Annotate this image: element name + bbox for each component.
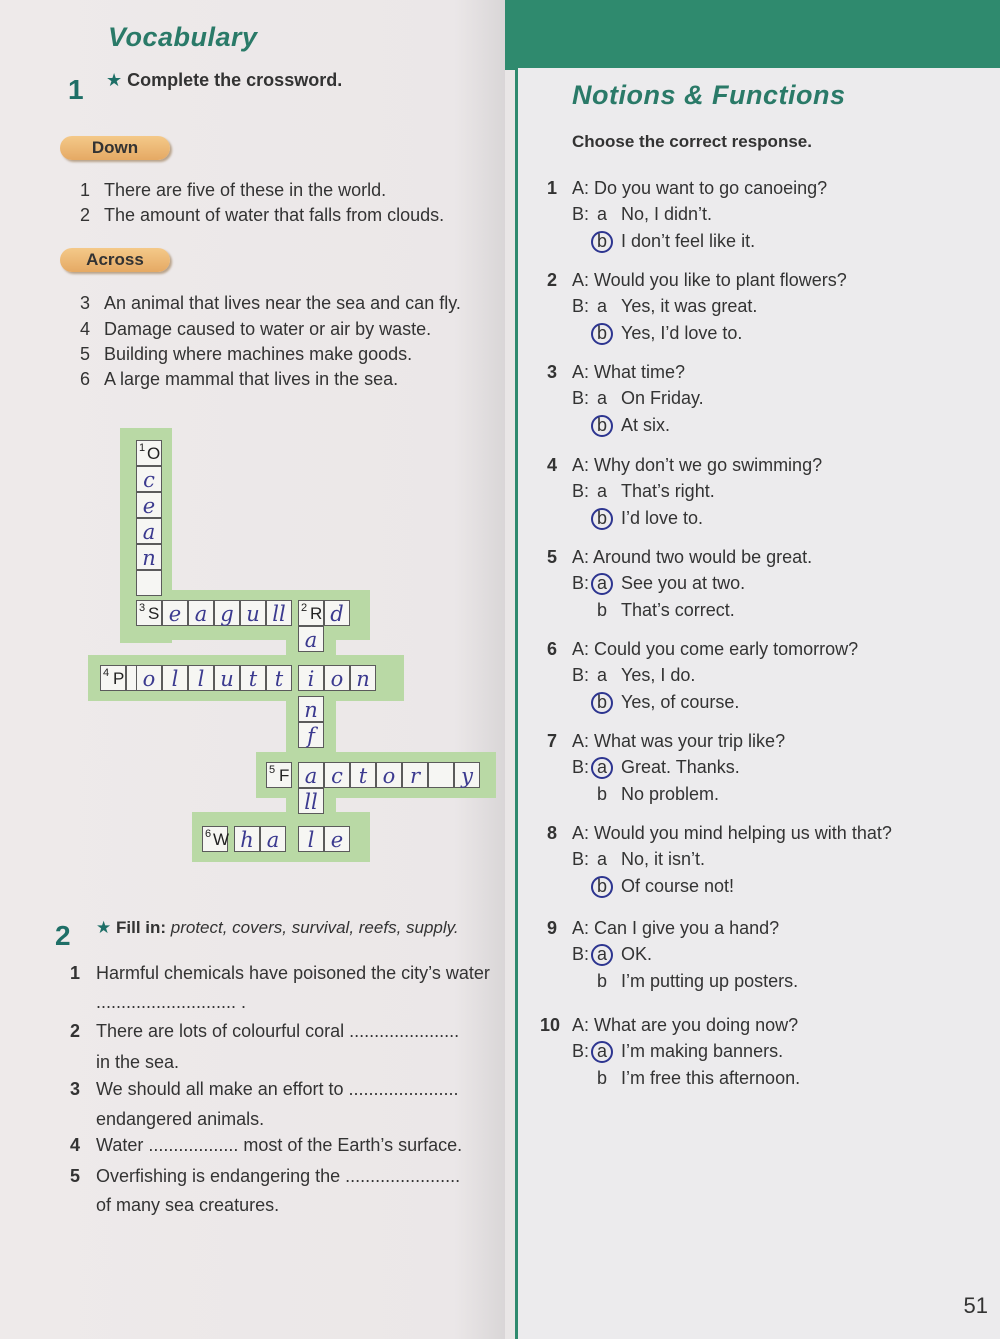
chosen-answer-circle xyxy=(591,415,613,437)
option-b-text[interactable]: I’d love to. xyxy=(621,508,704,528)
response-label-b: B: xyxy=(572,296,590,316)
option-b-text[interactable]: No problem. xyxy=(621,784,720,804)
section-title-notions: Notions & Functions xyxy=(572,80,846,110)
cw-cell-5-across-2[interactable]: a xyxy=(298,762,324,788)
cw-cell-4-across-4[interactable]: l xyxy=(162,665,188,691)
option-b-letter[interactable]: b xyxy=(597,784,608,804)
cw-cell-1-down-5[interactable]: n xyxy=(136,544,162,570)
question-prompt: A: What are you doing now? xyxy=(572,1015,799,1035)
chosen-answer-circle xyxy=(591,944,613,966)
cw-cell-5-across-4[interactable]: t xyxy=(350,762,376,788)
option-a-letter[interactable]: a xyxy=(597,849,608,869)
option-b-letter[interactable]: b xyxy=(597,971,608,991)
chosen-answer-circle xyxy=(591,573,613,595)
option-b-text[interactable]: Of course not! xyxy=(621,876,735,896)
across-clue-5: 5 Building where machines make goods. xyxy=(80,344,413,364)
chosen-answer-circle xyxy=(591,1041,613,1063)
cw-cell-3-across-4[interactable]: g xyxy=(214,600,240,626)
cw-cell-1-down-1[interactable]: 1 O xyxy=(136,440,162,466)
question-number: 3 xyxy=(547,362,558,382)
option-b-text[interactable]: I’m free this afternoon. xyxy=(621,1068,801,1088)
question-number: 2 xyxy=(547,270,558,290)
cw-cell-3-across-6[interactable]: ll xyxy=(266,600,292,626)
cw-cell-6-across-1[interactable]: 6 W xyxy=(202,826,228,852)
star-icon: ★ xyxy=(106,70,123,90)
cw-cell-1-down-2[interactable]: c xyxy=(136,466,162,492)
response-label-b: B: xyxy=(572,204,590,224)
option-b-letter[interactable]: b xyxy=(597,1068,608,1088)
chosen-answer-circle xyxy=(591,508,613,530)
cw-cell-2-down-4[interactable]: n xyxy=(298,696,324,722)
cw-cell-4-across-10[interactable]: o xyxy=(324,665,350,691)
option-a-letter[interactable]: a xyxy=(597,944,608,964)
option-a-text[interactable]: Yes, I do. xyxy=(621,665,696,685)
option-a-letter[interactable]: a xyxy=(597,1041,608,1061)
option-a-text[interactable]: No, I didn’t. xyxy=(621,204,713,224)
response-label-b: B: xyxy=(572,665,590,685)
question-prompt: A: What time? xyxy=(572,362,686,382)
question-number: 9 xyxy=(547,918,558,938)
response-label-b: B: xyxy=(572,757,590,777)
option-a-text[interactable]: I’m making banners. xyxy=(621,1041,784,1061)
cw-cell-3-across-3[interactable]: a xyxy=(188,600,214,626)
question-prompt: A: Would you mind helping us with that? xyxy=(572,823,892,843)
option-a-letter[interactable]: a xyxy=(597,757,608,777)
right-page xyxy=(515,68,1000,1339)
question-number: 8 xyxy=(547,823,558,843)
cw-cell-5-across-6[interactable]: r xyxy=(402,762,428,788)
fill-item-3-cont: endangered animals. xyxy=(96,1109,265,1129)
response-label-b: B: xyxy=(572,388,590,408)
question-prompt: A: Would you like to plant flowers? xyxy=(572,270,847,290)
cw-cell-4-across-3[interactable]: o xyxy=(136,665,162,691)
question-prompt: A: What was your trip like? xyxy=(572,731,786,751)
cw-cell-6-across-4[interactable]: l xyxy=(298,826,324,852)
option-a-text[interactable]: See you at two. xyxy=(621,573,746,593)
cw-cell-4-across-9[interactable]: i xyxy=(298,665,324,691)
option-a-text[interactable]: No, it isn’t. xyxy=(621,849,706,869)
option-b-text[interactable]: Yes, of course. xyxy=(621,692,740,712)
cw-cell-2-down-5[interactable]: f xyxy=(298,722,324,748)
option-a-text[interactable]: Great. Thanks. xyxy=(621,757,740,777)
option-a-letter[interactable]: a xyxy=(597,665,608,685)
option-a-text[interactable]: Yes, it was great. xyxy=(621,296,758,316)
question-prompt: A: Do you want to go canoeing? xyxy=(572,178,828,198)
cw-cell-4-across-11[interactable]: n xyxy=(350,665,376,691)
response-label-b: B: xyxy=(572,481,590,501)
cw-cell-2-down-2[interactable]: a xyxy=(298,626,324,652)
option-b-letter[interactable]: b xyxy=(597,692,608,712)
response-label-b: B: xyxy=(572,944,590,964)
cw-cell-1-down-3[interactable]: e xyxy=(136,492,162,518)
option-b-text[interactable]: Yes, I’d love to. xyxy=(621,323,743,343)
cw-cell-1-down-4[interactable]: a xyxy=(136,518,162,544)
question-number: 5 xyxy=(547,547,558,567)
cw-cell-3-across-8[interactable]: d xyxy=(324,600,350,626)
option-b-text[interactable]: I’m putting up posters. xyxy=(621,971,799,991)
cw-cell-4-across-1[interactable]: 4 P xyxy=(100,665,126,691)
across-clue-3: 3 An animal that lives near the sea and can fly. xyxy=(80,293,461,313)
fill-item-1: 1 Harmful chemicals have poisoned the city’s water xyxy=(70,963,490,983)
response-label-b: B: xyxy=(572,849,590,869)
option-a-letter[interactable]: a xyxy=(597,204,608,224)
question-number: 1 xyxy=(547,178,558,198)
option-b-letter[interactable]: b xyxy=(597,231,608,251)
cw-cell-5-across-5[interactable]: o xyxy=(376,762,402,788)
exercise-1-number: 1 xyxy=(68,74,84,105)
down-clue-1: 1 There are five of these in the world. xyxy=(80,180,387,200)
option-a-letter[interactable]: a xyxy=(597,388,608,408)
cw-cell-5-across-7[interactable] xyxy=(428,762,454,788)
option-a-letter[interactable]: a xyxy=(597,296,608,316)
fill-item-2-cont: in the sea. xyxy=(96,1052,180,1072)
cw-cell-3-across-2[interactable]: e xyxy=(162,600,188,626)
question-prompt: A: Why don’t we go swimming? xyxy=(572,455,823,475)
option-b-text[interactable]: I don’t feel like it. xyxy=(621,231,756,251)
option-a-text[interactable]: That’s right. xyxy=(621,481,715,501)
right-instruction: Choose the correct response. xyxy=(572,132,812,151)
star-icon: ★ xyxy=(96,918,112,937)
chosen-answer-circle xyxy=(591,231,613,253)
question-number: 4 xyxy=(547,455,558,475)
across-clue-4: 4 Damage caused to water or air by waste. xyxy=(80,319,432,339)
fill-item-1-blank[interactable]: ............................ . xyxy=(96,992,247,1012)
option-b-letter[interactable]: b xyxy=(597,876,608,896)
question-prompt: A: Could you come early tomorrow? xyxy=(572,639,859,659)
down-clue-2: 2 The amount of water that falls from clouds. xyxy=(80,205,445,225)
option-a-letter[interactable]: a xyxy=(597,573,608,593)
cw-cell-3-across-5[interactable]: u xyxy=(240,600,266,626)
chosen-answer-circle xyxy=(591,692,613,714)
cw-cell-5-across-3[interactable]: c xyxy=(324,762,350,788)
cw-cell-2-down-7[interactable]: ll xyxy=(298,788,324,814)
cw-cell-6-across-2[interactable]: h xyxy=(234,826,260,852)
cw-cell-4-across-7[interactable]: t xyxy=(240,665,266,691)
right-header-band xyxy=(505,0,1000,70)
question-number: 7 xyxy=(547,731,558,751)
option-b-letter[interactable]: b xyxy=(597,323,608,343)
chosen-answer-circle xyxy=(591,876,613,898)
option-a-text[interactable]: OK. xyxy=(621,944,653,964)
option-b-letter[interactable]: b xyxy=(597,600,608,620)
exercise-1-instruction: ★ Complete the crossword. xyxy=(106,70,343,90)
option-b-text[interactable]: That’s correct. xyxy=(621,600,735,620)
cw-cell-5-across-8[interactable]: y xyxy=(454,762,480,788)
exercise-2-instruction: ★ Fill in: protect, covers, survival, reefs, supply. xyxy=(96,918,459,937)
option-a-letter[interactable]: a xyxy=(597,481,608,501)
option-b-letter[interactable]: b xyxy=(597,415,608,435)
fill-item-2: 2 There are lots of colourful coral ...................... xyxy=(70,1021,460,1041)
chosen-answer-circle xyxy=(591,323,613,345)
cw-cell-2-down-1[interactable]: 2 R xyxy=(298,600,324,626)
section-title-vocabulary: Vocabulary xyxy=(108,22,258,52)
across-label: Across xyxy=(60,248,170,272)
question-number: 10 xyxy=(540,1015,561,1035)
cw-cell-3-across-1[interactable]: 3 S xyxy=(136,600,162,626)
cw-cell-4-across-5[interactable]: l xyxy=(188,665,214,691)
across-clue-6: 6 A large mammal that lives in the sea. xyxy=(80,369,399,389)
cw-cell-5-across-1[interactable]: 5 F xyxy=(266,762,292,788)
cw-cell-1-down-6[interactable] xyxy=(136,570,162,596)
response-label-b: B: xyxy=(572,573,590,593)
fill-item-4: 4 Water .................. most of the Earth’s surface. xyxy=(70,1135,463,1155)
exercise-2-number: 2 xyxy=(55,920,71,951)
cw-cell-4-across-8[interactable]: t xyxy=(266,665,292,691)
cw-cell-6-across-3[interactable]: a xyxy=(260,826,286,852)
question-prompt: A: Around two would be great. xyxy=(572,547,813,567)
option-b-letter[interactable]: b xyxy=(597,508,608,528)
question-number: 6 xyxy=(547,639,558,659)
question-prompt: A: Can I give you a hand? xyxy=(572,918,780,938)
down-label: Down xyxy=(60,136,170,160)
cw-cell-4-across-6[interactable]: u xyxy=(214,665,240,691)
option-b-text[interactable]: At six. xyxy=(621,415,671,435)
page-number: 51 xyxy=(963,1293,988,1318)
response-label-b: B: xyxy=(572,1041,590,1061)
cw-cell-6-across-5[interactable]: e xyxy=(324,826,350,852)
option-a-text[interactable]: On Friday. xyxy=(621,388,704,408)
fill-item-5-cont: of many sea creatures. xyxy=(96,1195,280,1215)
fill-item-5: 5 Overfishing is endangering the ....................... xyxy=(70,1166,461,1186)
fill-item-3: 3 We should all make an effort to ...................... xyxy=(70,1079,459,1099)
chosen-answer-circle xyxy=(591,757,613,779)
